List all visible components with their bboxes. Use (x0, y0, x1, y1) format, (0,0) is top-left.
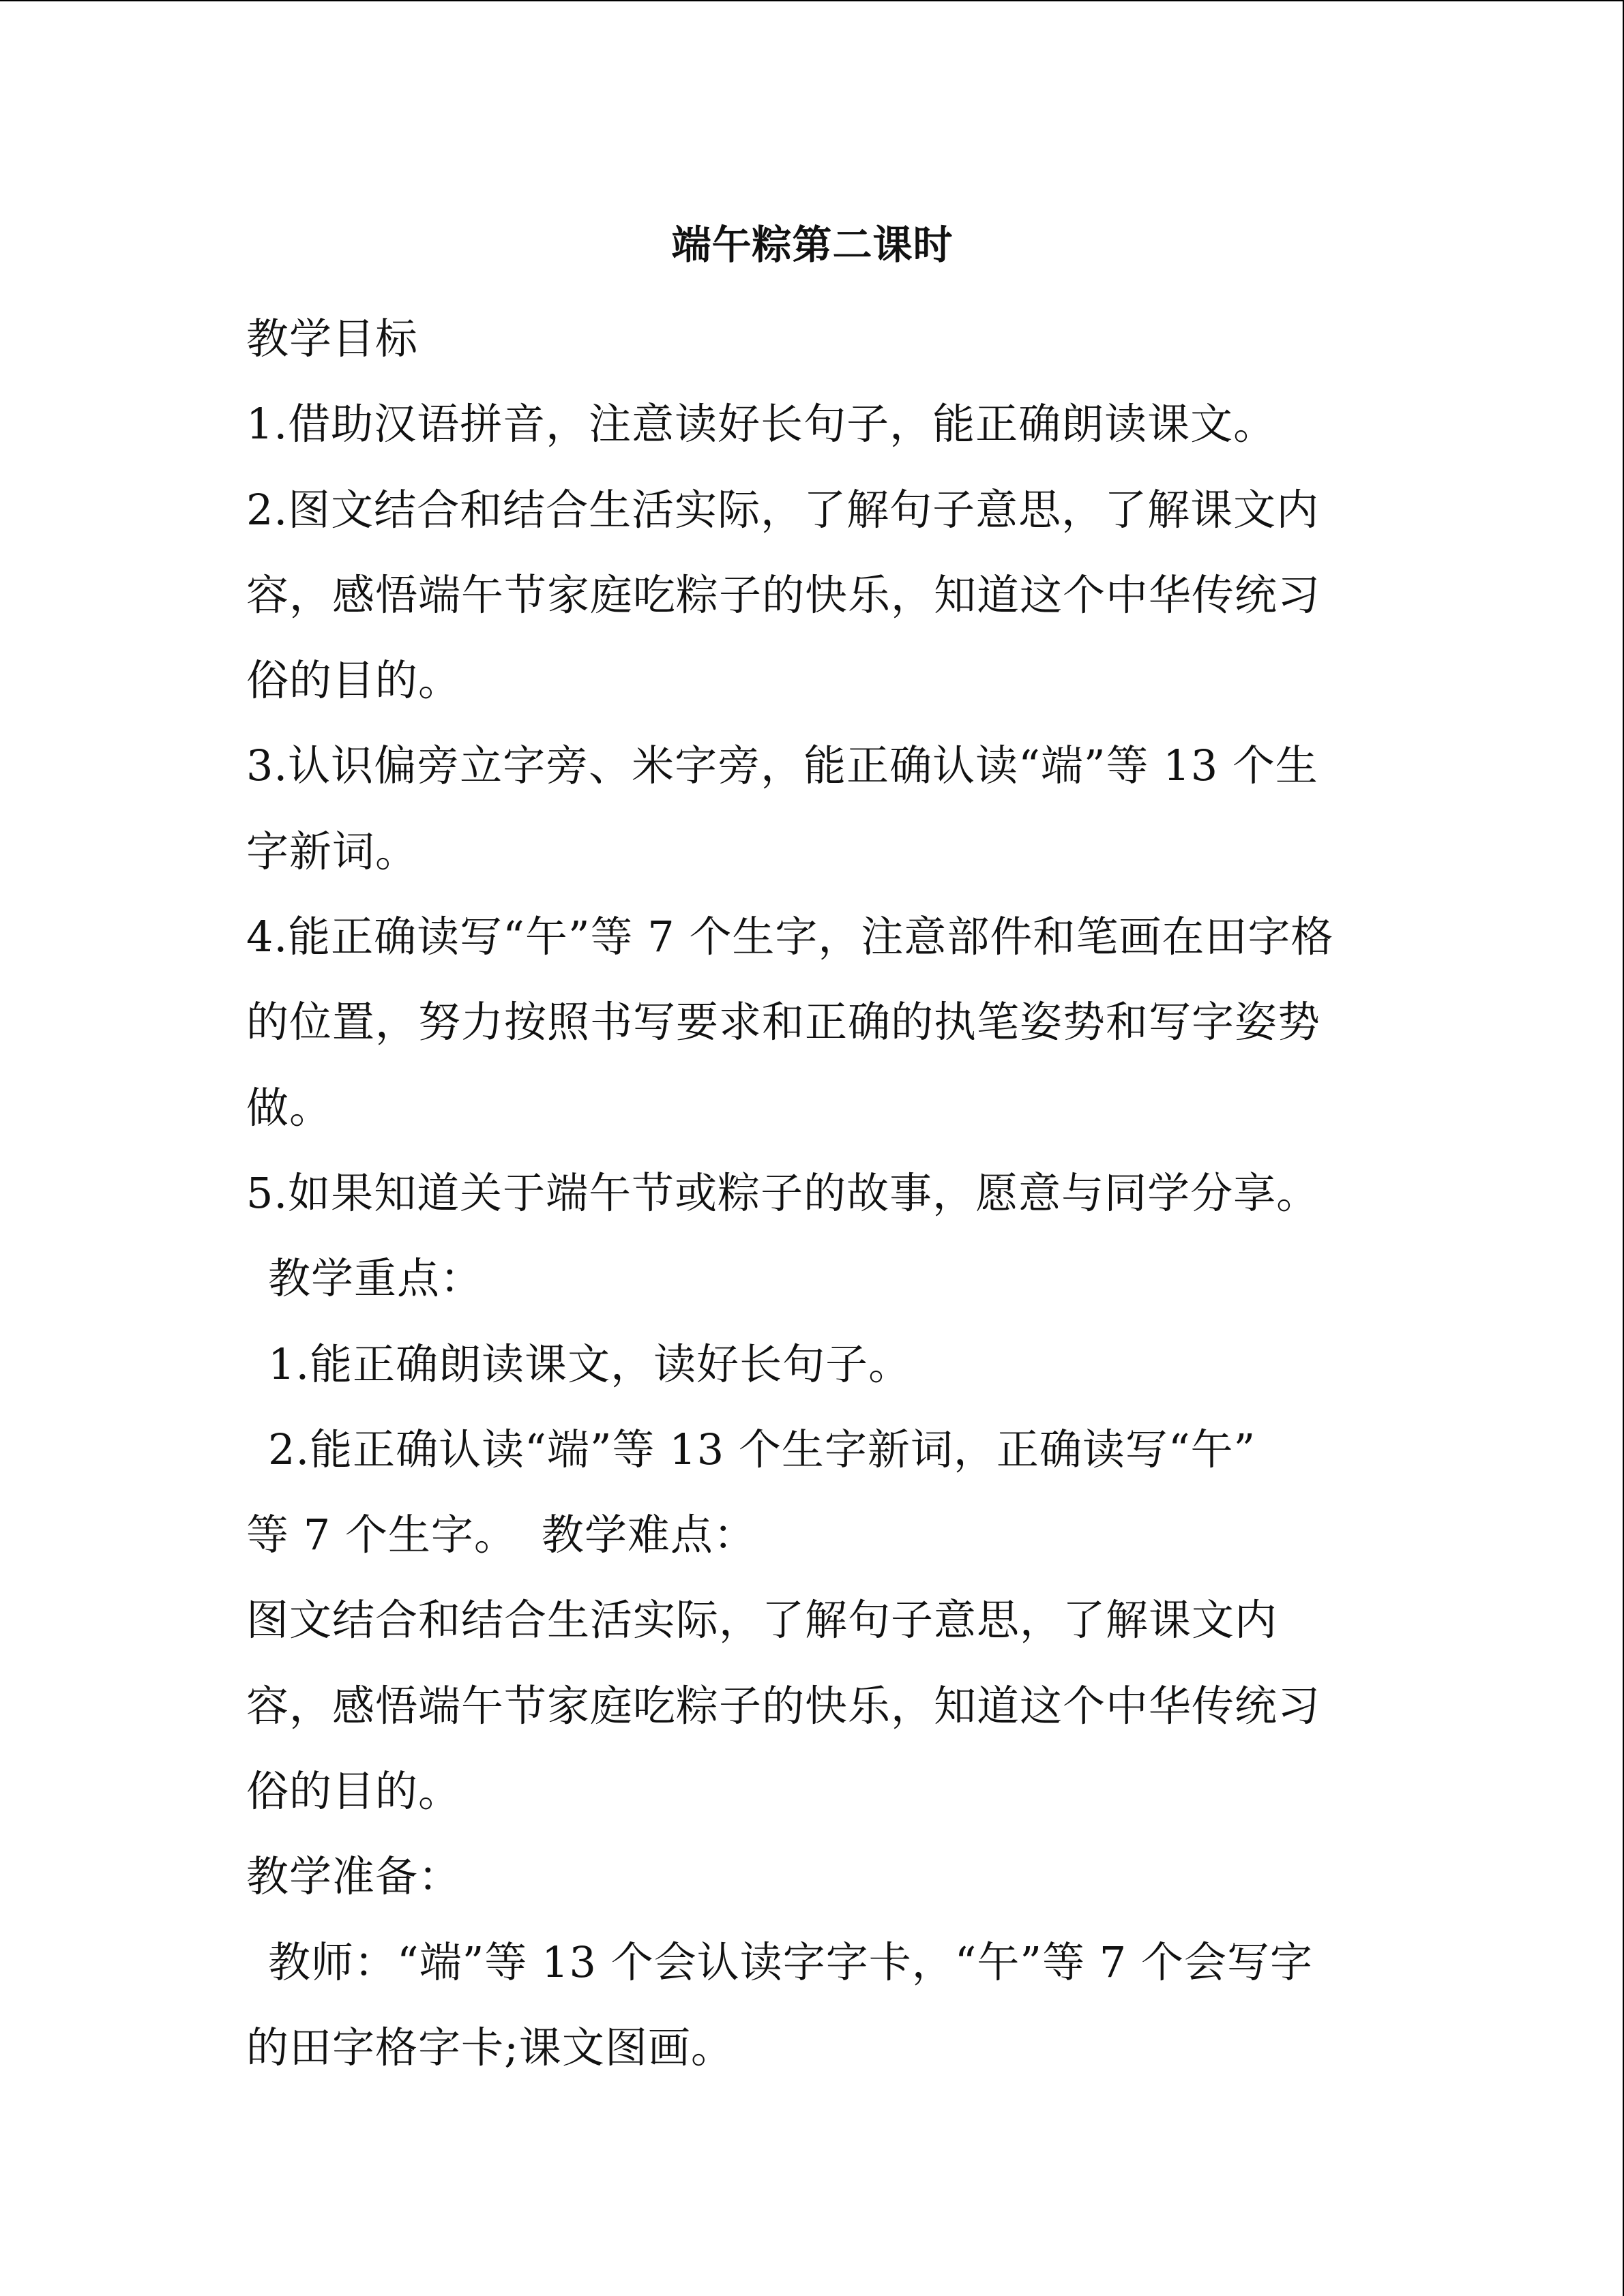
objective-4-line-2: 的位置，努力按照书写要求和正确的执笔姿势和写字姿势 (246, 997, 1321, 1047)
section-heading-preparation: 教学准备： (246, 1851, 462, 1902)
objective-4-line-1: 4.能正确读写“午”等 7 个生字，注意部件和笔画在田字格 (246, 912, 1334, 962)
section-heading-difficulties: 教学难点： (541, 1510, 756, 1560)
objective-1: 1.借助汉语拼音，注意读好长句子，能正确朗读课文。 (246, 399, 1277, 449)
objective-3-line-2: 字新词。 (246, 826, 419, 876)
document-content (246, 194, 1392, 2090)
objective-3-line-1: 3.认识偏旁立字旁、米字旁，能正确认读“端”等 13 个生 (246, 741, 1318, 791)
objective-5: 5.如果知道关于端午节或粽子的故事，愿意与同学分享。 (246, 1167, 1320, 1218)
objective-2-line-1: 2.图文结合和结合生活实际，了解句子意思，了解课文内 (246, 484, 1320, 535)
section-heading-objectives: 教学目标 (246, 314, 419, 363)
key-point-1: 1.能正确朗读课文，读好长句子。 (268, 1339, 912, 1389)
objective-2-line-3: 俗的目的。 (246, 655, 462, 706)
objective-4-line-3: 做。 (246, 1082, 333, 1133)
difficulty-line-1: 图文结合和结合生活实际，了解句子意思，了解课文内 (246, 1595, 1278, 1645)
key-point-2-line-2: 等 7 个生字。 (246, 1510, 517, 1560)
key-point-2-line-1: 2.能正确认读“端”等 13 个生字新词，正确读写“午” (268, 1424, 1256, 1474)
preparation-line-1: 教师：“端”等 13 个会认读字字卡，“午”等 7 个会写字 (268, 1937, 1313, 1987)
objective-2-line-2: 容，感悟端午节家庭吃粽子的快乐，知道这个中华传统习 (246, 569, 1321, 620)
document-title: 端午粽第二课时 (671, 222, 954, 268)
difficulty-line-3: 俗的目的。 (246, 1766, 462, 1817)
preparation-line-2: 的田字格字卡;课文图画。 (246, 2022, 734, 2072)
key-point-2-line-2-with-difficulty-heading (246, 1492, 1392, 1577)
section-heading-key-points: 教学重点： (268, 1253, 484, 1304)
difficulty-line-2: 容，感悟端午节家庭吃粽子的快乐，知道这个中华传统习 (246, 1680, 1321, 1731)
